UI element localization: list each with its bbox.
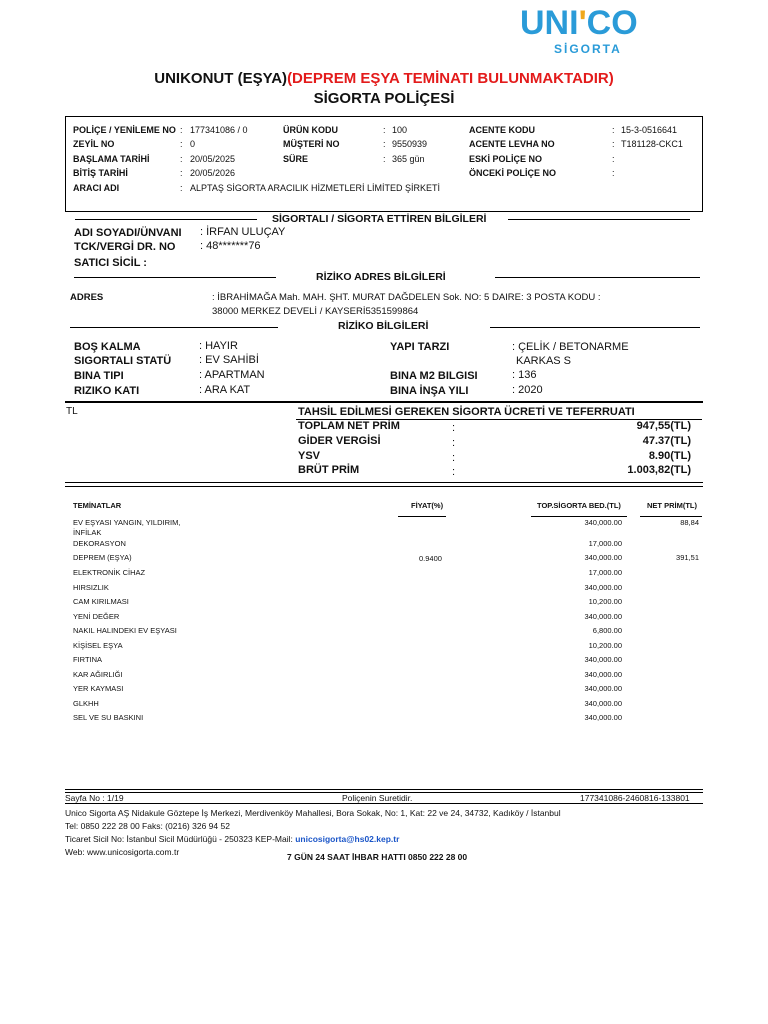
- premium-colon: :: [452, 437, 456, 449]
- copy-note: Poliçenin Suretidir.: [342, 793, 413, 803]
- coverage-name: ELEKTRONİK CİHAZ: [73, 568, 146, 577]
- company-registry: Ticaret Sicil No: İstanbul Sicil Müdürlüğü - 250323 KEP-Mail: unicosigorta@hs02.kep.tr: [65, 834, 400, 844]
- company-web[interactable]: Web: www.unicosigorta.com.tr: [65, 847, 180, 857]
- zeyil-label: ZEYİL NO: [73, 139, 115, 149]
- adres-label: ADRES: [70, 292, 104, 303]
- premium-heading: TAHSİL EDİLMESİ GEREKEN SİGORTA ÜCRETİ VE TEFERRUATI: [298, 406, 635, 418]
- tip-label: BINA TIPI: [74, 370, 124, 382]
- divider: [531, 516, 627, 517]
- levha-value: T181128-CKC1: [621, 139, 683, 149]
- acente-value: 15-3-0516641: [621, 125, 678, 135]
- acente-label: ACENTE KODU: [469, 125, 536, 135]
- divider: [65, 401, 703, 403]
- yapi-value: : ÇELİK / BETONARME: [512, 341, 629, 353]
- divider: [74, 277, 276, 278]
- coverage-name: KİŞİSEL EŞYA: [73, 641, 123, 650]
- col-fiyat: FİYAT(%): [411, 501, 444, 510]
- coverage-name: FIRTINA: [73, 655, 103, 664]
- coverage-name: CAM KIRILMASI: [73, 597, 129, 606]
- coverage-sum: 340,000.00: [584, 612, 622, 621]
- premium-value: 947,55(TL): [636, 420, 691, 432]
- insa-label: BINA İNŞA YILI: [390, 385, 469, 397]
- araci-value: ALPTAŞ SİGORTA ARACILIK HİZMETLERİ LİMİTED ŞİRKETİ: [190, 183, 441, 193]
- sure-value: 365 gün: [392, 154, 425, 164]
- coverage-sum: 17,000.00: [588, 568, 622, 577]
- divider: [495, 277, 700, 278]
- premium-label: BRÜT PRİM: [298, 464, 360, 476]
- coverage-name: EV EŞYASI YANGIN, YILDIRIM,: [73, 518, 181, 527]
- document-subtitle: SİGORTA POLİÇESİ: [313, 90, 455, 107]
- ad-label: ADI SOYADI/ÜNVANI: [74, 227, 182, 239]
- m2-value: : 136: [512, 369, 537, 381]
- levha-label: ACENTE LEVHA NO: [469, 139, 555, 149]
- coverage-sum: 6,800.00: [592, 626, 622, 635]
- onceki-label: ÖNCEKİ POLİÇE NO: [469, 168, 557, 178]
- divider: [65, 803, 703, 804]
- coverage-sum: 10,200.00: [588, 597, 622, 606]
- coverage-sum: 340,000.00: [584, 670, 622, 679]
- premium-label: GİDER VERGİSİ: [298, 435, 381, 447]
- coverage-name: KAR AĞIRLIĞI: [73, 670, 123, 679]
- divider: [490, 327, 700, 328]
- divider: [65, 482, 703, 483]
- adres-line1: : İBRAHİMAĞA Mah. MAH. ŞHT. MURAT DAĞDELEN Sok. NO: 5 DAIRE: 3 POSTA KODU :: [212, 292, 601, 303]
- divider: [65, 486, 703, 487]
- tck-label: TCK/VERGİ DR. NO: [74, 241, 176, 253]
- musteri-label: MÜŞTERİ NO: [283, 139, 340, 149]
- premium-label: YSV: [298, 450, 321, 462]
- coverage-sum: 340,000.00: [584, 713, 622, 722]
- document-title: UNIKONUT (EŞYA)(DEPREM EŞYA TEMİNATI BULUNMAKTADIR): [154, 70, 614, 87]
- coverage-net: 391,51: [676, 553, 699, 562]
- kat-value: : ARA KAT: [199, 384, 251, 396]
- col-teminatlar: TEMİNATLAR: [73, 501, 122, 510]
- coverage-sum: 340,000.00: [584, 655, 622, 664]
- yapi-label: YAPI TARZI: [390, 341, 450, 353]
- urun-value: 100: [392, 125, 408, 135]
- bitis-label: BİTİŞ TARİHİ: [73, 168, 128, 178]
- divider: [70, 327, 278, 328]
- coverage-name-cont: İNFİLAK: [73, 528, 102, 537]
- baslama-label: BAŞLAMA TARİHİ: [73, 154, 150, 164]
- col-toplam-bedel: TOP.SİGORTA BED.(TL): [537, 501, 621, 510]
- tip-value: : APARTMAN: [199, 369, 265, 381]
- araci-label: ARACI ADI: [73, 183, 120, 193]
- premium-colon: :: [452, 422, 456, 434]
- policy-info-box: POLİÇE / YENİLEME NO : 177341086 / 0 ZEYİL NO : 0 BAŞLAMA TARİHİ : 20/05/2025 BİTİŞ TARİHİ : 20/05/2026 ARACI ADI : ALPTAŞ SİGORTA ARACILIK HİZMETLERİ LİMİTED ŞİRKETİ ÜRÜN KODU : 100 MÜŞTERİ NO : 9550939 SÜRE : 365 gün ACENTE KODU : 15-3-0516641 ACENTE LEVHA NO : T181128-CKC1 ESKİ POLİÇE NO : ÖNCEKİ POLİÇE NO :: [65, 116, 703, 212]
- statu-label: SIGORTALI STATÜ: [74, 355, 172, 367]
- m2-label: BINA M2 BILGISI: [390, 370, 478, 382]
- unico-logo: [520, 6, 652, 56]
- coverage-sum: 340,000.00: [584, 583, 622, 592]
- tck-value: : 48*******76: [200, 240, 261, 252]
- coverage-sum: 340,000.00: [584, 553, 622, 562]
- premium-value: 8.90(TL): [648, 450, 691, 462]
- coverage-name: YENİ DEĞER: [73, 612, 120, 621]
- coverage-sum: 340,000.00: [584, 684, 622, 693]
- divider: [65, 789, 703, 790]
- coverage-sum: 340,000.00: [584, 518, 622, 527]
- baslama-value: 20/05/2025: [190, 154, 236, 164]
- police-value: 177341086 / 0: [190, 125, 248, 135]
- coverage-sum: 340,000.00: [584, 699, 622, 708]
- premium-value: 1.003,82(TL): [627, 464, 691, 476]
- company-phone: Tel: 0850 222 28 00 Faks: (0216) 326 94 52: [65, 821, 230, 831]
- coverage-rate: 0.9400: [419, 554, 442, 563]
- coverage-name: DEKORASYON: [73, 539, 126, 548]
- kat-label: RIZIKO KATI: [74, 385, 140, 397]
- yapi-value-cont: KARKAS S: [516, 355, 572, 367]
- bos-label: BOŞ KALMA: [74, 341, 141, 353]
- bos-value: : HAYIR: [199, 340, 238, 352]
- coverage-net: 88,84: [680, 518, 699, 527]
- riziko-section-title: RİZİKO BİLGİLERİ: [338, 320, 429, 332]
- coverage-sum: 17,000.00: [588, 539, 622, 548]
- logo-wordmark: UNI'CO: [520, 4, 638, 42]
- urun-label: ÜRÜN KODU: [283, 125, 338, 135]
- satici-label: SATICI SİCİL :: [74, 257, 147, 269]
- ad-value: : İRFAN ULUÇAY: [200, 226, 286, 238]
- page-number: Sayfa No : 1/19: [65, 793, 124, 803]
- company-address: Unico Sigorta AŞ Nidakule Göztepe İş Merkezi, Merdivenköy Mahallesi, Bora Sokak, No: 1, Kat: 22 ve 24, 34732, Kadıköy / İstanbul: [65, 808, 561, 818]
- sigortali-section-title: SİGORTALI / SİGORTA ETTİREN BİLGİLERİ: [272, 213, 487, 225]
- logo-accent-icon: ': [578, 4, 587, 42]
- police-label: POLİÇE / YENİLEME NO: [73, 125, 176, 135]
- divider: [75, 219, 257, 220]
- eski-label: ESKİ POLİÇE NO: [469, 154, 543, 164]
- kep-mail-link[interactable]: unicosigorta@hs02.kep.tr: [295, 834, 400, 844]
- coverage-name: SEL VE SU BASKINI: [73, 713, 144, 722]
- coverage-name: GLKHH: [73, 699, 99, 708]
- bitis-value: 20/05/2026: [190, 168, 236, 178]
- currency-label: TL: [66, 406, 78, 417]
- logo-subtitle: SİGORTA: [554, 42, 622, 56]
- coverage-sum: 10,200.00: [588, 641, 622, 650]
- divider: [508, 219, 690, 220]
- premium-colon: :: [452, 452, 456, 464]
- adres-line2: 38000 MERKEZ DEVELİ / KAYSERİ5351599864: [212, 306, 419, 317]
- zeyil-value: 0: [190, 139, 196, 149]
- coverage-name: HIRSIZLIK: [73, 583, 109, 592]
- insa-value: : 2020: [512, 384, 543, 396]
- divider: [398, 516, 446, 517]
- earthquake-notice: (DEPREM EŞYA TEMİNATI BULUNMAKTADIR): [287, 70, 614, 87]
- premium-label: TOPLAM NET PRİM: [298, 420, 400, 432]
- premium-value: 47.37(TL): [642, 435, 691, 447]
- divider: [640, 516, 702, 517]
- coverage-name: YER KAYMASI: [73, 684, 124, 693]
- hotline: 7 GÜN 24 SAAT İHBAR HATTI 0850 222 28 00: [287, 852, 468, 862]
- coverage-name: DEPREM (EŞYA): [73, 553, 132, 562]
- premium-colon: :: [452, 466, 456, 478]
- reference-number: 177341086-2460816-133801: [580, 793, 690, 803]
- coverage-name: NAKIL HALINDEKI EV EŞYASI: [73, 626, 177, 635]
- col-net-prim: NET PRİM(TL): [647, 501, 697, 510]
- sure-label: SÜRE: [283, 154, 309, 164]
- riziko-adres-title: RİZİKO ADRES BİLGİLERİ: [316, 271, 446, 283]
- musteri-value: 9550939: [392, 139, 428, 149]
- statu-value: : EV SAHİBİ: [199, 354, 259, 366]
